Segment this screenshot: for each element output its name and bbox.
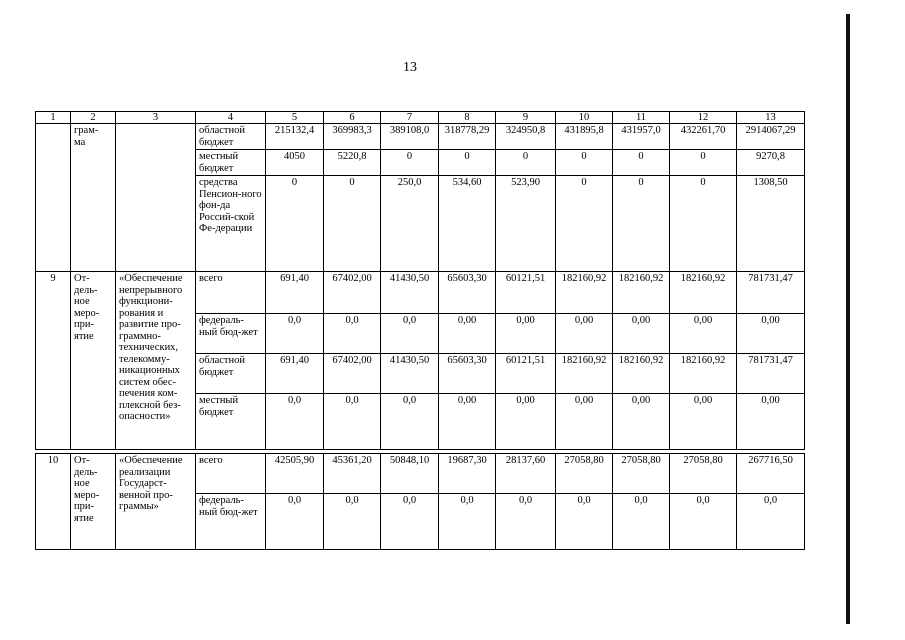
column-number: 6 (324, 112, 381, 124)
amount-cell: 0 (670, 150, 737, 176)
amount-cell: 182160,92 (556, 354, 613, 394)
amount-cell: 0,0 (324, 494, 381, 550)
amount-cell: 0 (266, 176, 324, 272)
funding-source: средства Пенсион-ного фон-да Россий-ской Фе-дерации (196, 176, 266, 272)
margin-rule (846, 14, 850, 624)
column-number: 1 (36, 112, 71, 124)
table-row (36, 454, 805, 494)
amount-cell: 0,0 (737, 494, 805, 550)
amount-cell: 0,0 (266, 314, 324, 354)
column-number: 3 (116, 112, 196, 124)
amount-cell: 318778,29 (439, 124, 496, 150)
amount-cell: 781731,47 (737, 272, 805, 314)
amount-cell: 215132,4 (266, 124, 324, 150)
amount-cell: 0 (556, 176, 613, 272)
amount-cell: 0,00 (670, 314, 737, 354)
funding-source: всего (196, 272, 266, 314)
amount-cell: 0,0 (556, 494, 613, 550)
row-number (36, 124, 71, 272)
amount-cell: 41430,50 (381, 272, 439, 314)
amount-cell: 0,0 (266, 494, 324, 550)
amount-cell: 0 (439, 150, 496, 176)
amount-cell: 432261,70 (670, 124, 737, 150)
amount-cell: 0,0 (381, 494, 439, 550)
amount-cell: 431957,0 (613, 124, 670, 150)
amount-cell: 65603,30 (439, 272, 496, 314)
column-number: 2 (71, 112, 116, 124)
amount-cell: 0 (324, 176, 381, 272)
column-number: 11 (613, 112, 670, 124)
amount-cell: 27058,80 (670, 454, 737, 494)
amount-cell: 2914067,29 (737, 124, 805, 150)
amount-cell: 4050 (266, 150, 324, 176)
amount-cell: 9270,8 (737, 150, 805, 176)
amount-cell: 0,00 (439, 314, 496, 354)
column-number: 9 (496, 112, 556, 124)
amount-cell: 523,90 (496, 176, 556, 272)
amount-cell: 0,0 (439, 494, 496, 550)
amount-cell: 250,0 (381, 176, 439, 272)
amount-cell: 534,60 (439, 176, 496, 272)
amount-cell: 182160,92 (613, 354, 670, 394)
amount-cell: 0,00 (496, 394, 556, 450)
amount-cell: 0 (613, 150, 670, 176)
budget-table (35, 111, 805, 550)
funding-source: областной бюджет (196, 354, 266, 394)
column-number: 8 (439, 112, 496, 124)
amount-cell: 0,0 (324, 314, 381, 354)
row-description: «Обеспечение непрерывного функциони-рования и развитие про-граммно-технических, телекомму-никационных систем обес-печения ком-плексной без-опасности» (116, 272, 196, 450)
row-type: грам- ма (71, 124, 116, 272)
amount-cell: 0,00 (439, 394, 496, 450)
amount-cell: 431895,8 (556, 124, 613, 150)
amount-cell: 0,0 (613, 494, 670, 550)
amount-cell: 0,0 (266, 394, 324, 450)
amount-cell: 781731,47 (737, 354, 805, 394)
amount-cell: 0 (496, 150, 556, 176)
amount-cell: 0,00 (556, 314, 613, 354)
column-number: 12 (670, 112, 737, 124)
amount-cell: 389108,0 (381, 124, 439, 150)
amount-cell: 0,0 (381, 394, 439, 450)
amount-cell: 5220,8 (324, 150, 381, 176)
amount-cell: 0,0 (496, 494, 556, 550)
amount-cell: 19687,30 (439, 454, 496, 494)
row-description: «Обеспечение реализации Государст-венной про-граммы» (116, 454, 196, 550)
amount-cell: 60121,51 (496, 354, 556, 394)
amount-cell: 0,00 (737, 314, 805, 354)
amount-cell: 0,00 (613, 314, 670, 354)
amount-cell: 0,00 (670, 394, 737, 450)
amount-cell: 691,40 (266, 272, 324, 314)
column-number: 4 (196, 112, 266, 124)
table-row (36, 124, 805, 150)
amount-cell: 42505,90 (266, 454, 324, 494)
amount-cell: 0 (556, 150, 613, 176)
amount-cell: 1308,50 (737, 176, 805, 272)
page-number: 13 (403, 60, 417, 75)
amount-cell: 182160,92 (556, 272, 613, 314)
amount-cell: 67402,00 (324, 354, 381, 394)
row-description (116, 124, 196, 272)
header-row (36, 112, 805, 124)
row-number: 10 (36, 454, 71, 550)
amount-cell: 0,00 (613, 394, 670, 450)
amount-cell: 0,00 (556, 394, 613, 450)
amount-cell: 182160,92 (670, 272, 737, 314)
row-number: 9 (36, 272, 71, 450)
column-number: 5 (266, 112, 324, 124)
amount-cell: 67402,00 (324, 272, 381, 314)
amount-cell: 0,0 (324, 394, 381, 450)
amount-cell: 50848,10 (381, 454, 439, 494)
column-number: 10 (556, 112, 613, 124)
amount-cell: 28137,60 (496, 454, 556, 494)
row-type: От- дель- ное меро- при- ятие (71, 454, 116, 550)
funding-source: областной бюджет (196, 124, 266, 150)
funding-source: местный бюджет (196, 150, 266, 176)
amount-cell: 182160,92 (670, 354, 737, 394)
amount-cell: 0,00 (496, 314, 556, 354)
amount-cell: 182160,92 (613, 272, 670, 314)
column-number: 13 (737, 112, 805, 124)
column-number: 7 (381, 112, 439, 124)
amount-cell: 324950,8 (496, 124, 556, 150)
amount-cell: 0 (613, 176, 670, 272)
funding-source: местный бюджет (196, 394, 266, 450)
funding-source: федераль-ный бюд-жет (196, 314, 266, 354)
table-row (36, 272, 805, 314)
amount-cell: 60121,51 (496, 272, 556, 314)
amount-cell: 0,00 (737, 394, 805, 450)
amount-cell: 0,0 (670, 494, 737, 550)
amount-cell: 0 (381, 150, 439, 176)
amount-cell: 65603,30 (439, 354, 496, 394)
amount-cell: 0 (670, 176, 737, 272)
amount-cell: 0,0 (381, 314, 439, 354)
amount-cell: 369983,3 (324, 124, 381, 150)
amount-cell: 27058,80 (613, 454, 670, 494)
amount-cell: 267716,50 (737, 454, 805, 494)
funding-source: всего (196, 454, 266, 494)
amount-cell: 691,40 (266, 354, 324, 394)
row-type: От- дель- ное меро- при- ятие (71, 272, 116, 450)
amount-cell: 41430,50 (381, 354, 439, 394)
amount-cell: 45361,20 (324, 454, 381, 494)
funding-source: федераль-ный бюд-жет (196, 494, 266, 550)
amount-cell: 27058,80 (556, 454, 613, 494)
